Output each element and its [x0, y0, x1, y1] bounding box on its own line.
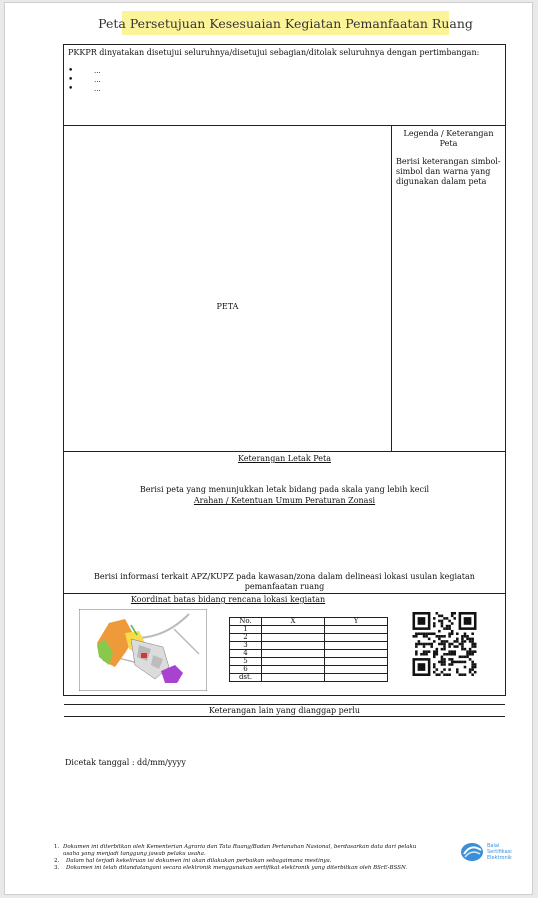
table-row	[230, 674, 388, 682]
footnote-number: 1.	[54, 844, 60, 850]
coordinate-cell	[325, 666, 388, 674]
legend-title: Legenda / Keterangan Peta	[403, 129, 494, 148]
coordinate-table	[229, 617, 388, 682]
bullet-icon: •	[68, 65, 74, 76]
coordinate-header-cell: X	[262, 618, 325, 626]
footnote-text: Dokumen ini diterbitkan oleh Kementerian Agraria dan Tata Ruang/Badan Pertanahan Nasional, berdasarkan data dari pelaku usaha yang menjadi tanggung jawab pelaku usaha.	[62, 844, 417, 857]
location-minimap	[79, 609, 207, 691]
footnote-number: 3.	[54, 865, 60, 871]
row-number-cell: 4	[230, 650, 262, 658]
bullet-list	[68, 66, 501, 93]
coordinate-cell	[262, 658, 325, 666]
coordinate-cell	[262, 626, 325, 634]
row-number-cell: 5	[230, 658, 262, 666]
bullet-text: ...	[94, 84, 101, 93]
footnote-item	[54, 858, 434, 865]
bullet-icon: •	[68, 83, 74, 94]
qr-code-icon	[411, 612, 478, 676]
footnote-item	[54, 865, 434, 872]
coordinate-title: Koordinat batas bidang rencana lokasi kegiatan	[130, 595, 326, 604]
row-number-cell: 2	[230, 634, 262, 642]
bullet-text: ...	[94, 66, 101, 75]
bullet-item	[68, 84, 501, 93]
coordinate-cell	[325, 650, 388, 658]
bsre-logo	[460, 842, 512, 862]
coordinate-cell	[325, 626, 388, 634]
row-number-cell: 1	[230, 626, 262, 634]
row-number-cell: 6	[230, 666, 262, 674]
coordinate-cell	[325, 658, 388, 666]
bullet-icon: •	[68, 74, 74, 85]
coordinate-cell	[262, 666, 325, 674]
document-page	[4, 2, 533, 895]
coordinate-cell	[262, 650, 325, 658]
print-date: Dicetak tanggal : dd/mm/yyyy	[65, 758, 186, 767]
map-label: PETA	[216, 302, 239, 311]
coordinate-cell	[325, 674, 388, 682]
coordinate-section	[64, 593, 505, 704]
coordinate-cell	[262, 674, 325, 682]
coordinate-header-cell: No.	[230, 618, 262, 626]
bsre-logo-icon	[460, 842, 484, 862]
other-info-header	[64, 704, 505, 716]
footnote-text: Dalam hal terjadi kekeliruan isi dokumen ini akan dilakukan perbaikan sebagaimana mestinya.	[66, 858, 332, 864]
bsre-line: Elektronik	[487, 855, 512, 861]
footnote-number: 2.	[54, 858, 60, 864]
intro-text: PKKPR dinyatakan disetujui seluruhnya/disetujui sebagian/ditolak seluruhnya dengan pertimbangan:	[68, 48, 480, 57]
zoning-body: Berisi informasi terkait APZ/KUPZ pada kawasan/zona dalam delineasi lokasi usulan kegiatan pemanfaatan ruang	[94, 572, 475, 591]
coordinate-header-cell: Y	[325, 618, 388, 626]
location-title: Keterangan Letak Peta	[238, 454, 331, 463]
zoning-title: Arahan / Ketentuan Umum Peraturan Zonasi	[193, 496, 376, 505]
intro-section	[64, 45, 505, 125]
table-row	[230, 650, 388, 658]
coordinate-cell	[325, 634, 388, 642]
bsre-line: Sertifikasi	[487, 849, 512, 855]
map-area	[64, 126, 392, 451]
row-number-cell: 3	[230, 642, 262, 650]
footnotes	[54, 844, 434, 872]
coordinate-cell	[262, 634, 325, 642]
legend-body: Berisi keterangan simbol-simbol dan warna yang digunakan dalam peta	[396, 157, 501, 186]
zoning-section	[64, 496, 505, 593]
footnote-item	[54, 844, 434, 858]
bsre-line: Balai	[487, 843, 500, 849]
location-section	[64, 451, 505, 496]
bullet-item	[68, 75, 501, 84]
row-number-cell: dst.	[230, 674, 262, 682]
page-title: Peta Persetujuan Kesesuaian Kegiatan Pemanfaatan Ruang	[122, 11, 449, 35]
table-row	[230, 658, 388, 666]
table-row	[230, 666, 388, 674]
table-row	[230, 634, 388, 642]
other-info-body	[64, 716, 505, 741]
table-row	[230, 642, 388, 650]
bullet-text: ...	[94, 75, 101, 84]
bsre-logo-text	[487, 843, 512, 861]
coordinate-cell	[262, 642, 325, 650]
table-row	[230, 626, 388, 634]
other-info-title: Keterangan lain yang dianggap perlu	[208, 706, 361, 715]
form-frame	[63, 44, 506, 715]
location-body: Berisi peta yang menunjukkan letak bidang pada skala yang lebih kecil	[139, 485, 430, 494]
map-section	[64, 125, 505, 451]
legend-panel	[392, 126, 505, 451]
coordinate-header-row	[230, 618, 388, 626]
footnote-text: Dokumen ini telah ditandatangani secara elektronik menggunakan sertifikat elektronik yang diterbitkan oleh BSrE-BSSN.	[66, 865, 408, 871]
coordinate-cell	[325, 642, 388, 650]
bullet-item	[68, 66, 501, 75]
